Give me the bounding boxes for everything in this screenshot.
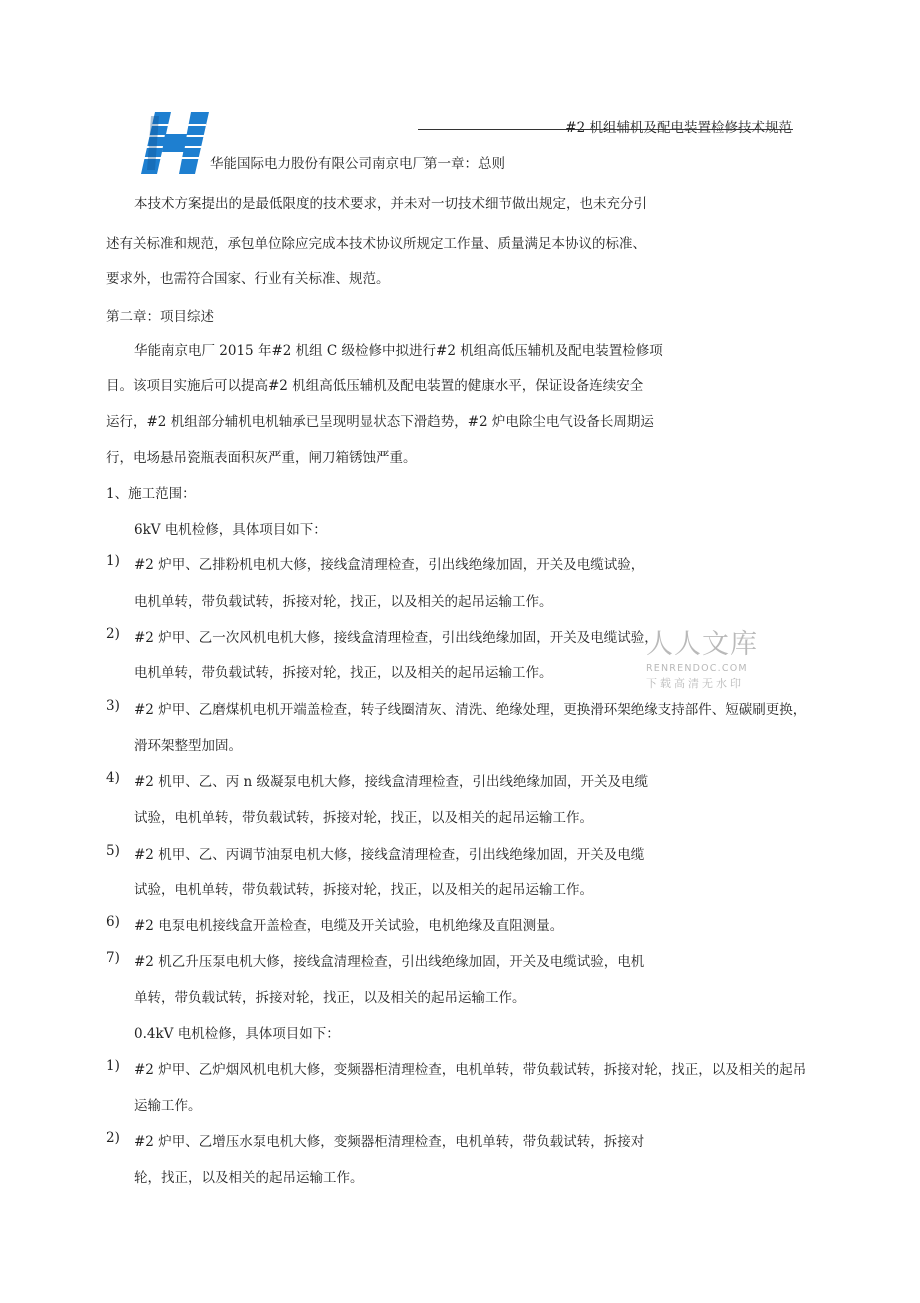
hv-item-5-num: 5): [106, 843, 120, 859]
hv-item-4-line-2: 试验，电机单转，带负载试转，拆接对轮，找正，以及相关的起吊运输工作。: [134, 810, 593, 826]
hv-item-4-num: 4): [106, 770, 120, 786]
hv-item-6-num: 6): [106, 914, 120, 930]
watermark-url: RENRENDOC.COM: [646, 663, 748, 674]
lv-heading: 0.4kV 电机检修，具体项目如下：: [134, 1026, 340, 1042]
hv-item-5-line-1: #2 机甲、乙、丙调节油泵电机大修，接线盒清理检查，引出线绝缘加固，开关及电缆: [134, 847, 645, 863]
overview-line-3: 运行，#2 机组部分辅机电机轴承已呈现明显状态下滑趋势，#2 炉电除尘电气设备长周期运: [106, 414, 654, 430]
hv-item-3-line-2: 滑环架整型加固。: [134, 738, 242, 754]
lv-item-1-line-1: #2 炉甲、乙炉烟风机电机大修，变频器柜清理检查，电机单转，带负载试转，拆接对轮，找正，以及相关的起吊: [134, 1062, 807, 1078]
lv-item-2-num: 2): [106, 1130, 120, 1146]
watermark-title: 人人文库: [646, 629, 758, 660]
lv-item-2-line-2: 轮，找正，以及相关的起吊运输工作。: [134, 1170, 364, 1186]
hv-item-7-line-1: #2 机乙升压泵电机大修，接线盒清理检查，引出线绝缘加固，开关及电缆试验，电机: [134, 954, 645, 970]
hv-item-6-line-1: #2 电泵电机接线盒开盖检查，电缆及开关试验，电机绝缘及直阻测量。: [134, 918, 564, 934]
company-logo: [141, 112, 211, 174]
header-title: #2 机组辅机及配电装置检修技术规范: [565, 120, 792, 136]
chapter-2-title: 第二章：项目综述: [106, 309, 214, 325]
hv-item-4-line-1: #2 机甲、乙、丙 n 级凝泵电机大修，接线盒清理检查，引出线绝缘加固，开关及电缆: [134, 774, 648, 790]
lv-item-1-num: 1): [106, 1058, 120, 1074]
header-rule: [418, 129, 793, 130]
company-name: 华能国际电力股份有限公司南京电厂: [210, 156, 426, 172]
hv-item-2-line-1: #2 炉甲、乙一次风机电机大修，接线盒清理检查，引出线绝缘加固，开关及电缆试验，: [134, 630, 658, 646]
intro-line-1: 本技术方案提出的是最低限度的技术要求，并未对一切技术细节做出规定，也未充分引: [134, 196, 647, 212]
intro-line-3: 要求外，也需符合国家、行业有关标准、规范。: [106, 271, 390, 287]
hv-item-1-line-2: 电机单转，带负载试转，拆接对轮，找正，以及相关的起吊运输工作。: [134, 594, 553, 610]
hv-heading: 6kV 电机检修，具体项目如下：: [134, 522, 327, 538]
hv-item-2-num: 2): [106, 626, 120, 642]
overview-line-1: 华能南京电厂 2015 年#2 机组 C 级检修中拟进行#2 机组高低压辅机及配电装置检修项: [134, 343, 663, 359]
hv-item-1-line-1: #2 炉甲、乙排粉机电机大修，接线盒清理检查，引出线绝缘加固，开关及电缆试验，: [134, 557, 645, 573]
hv-item-7-line-2: 单转，带负载试转，拆接对轮，找正，以及相关的起吊运输工作。: [134, 990, 526, 1006]
watermark-subtitle: 下载高清无水印: [646, 677, 744, 690]
lv-item-1-line-2: 运输工作。: [134, 1098, 202, 1114]
hv-item-3-num: 3): [106, 698, 120, 714]
chapter-1-title: 第一章：总则: [424, 156, 505, 172]
hv-item-3-line-1: #2 炉甲、乙磨煤机电机开端盖检查，转子线圈清灰、清洗、绝缘处理，更换滑环架绝缘支持部件、短碳刷更换，: [134, 702, 807, 718]
overview-line-2: 目。该项目实施后可以提高#2 机组高低压辅机及配电装置的健康水平，保证设备连续安全: [106, 378, 644, 394]
lv-item-2-line-1: #2 炉甲、乙增压水泵电机大修，变频器柜清理检查，电机单转，带负载试转，拆接对: [134, 1134, 645, 1150]
section-1-title: 1、施工范围：: [106, 486, 196, 502]
hv-item-1-num: 1): [106, 553, 120, 569]
overview-line-4: 行，电场悬吊瓷瓶表面积灰严重，闸刀箱锈蚀严重。: [106, 450, 417, 466]
watermark: [646, 622, 776, 691]
hv-item-5-line-2: 试验，电机单转，带负载试转，拆接对轮，找正，以及相关的起吊运输工作。: [134, 882, 593, 898]
hv-item-2-line-2: 电机单转，带负载试转，拆接对轮，找正，以及相关的起吊运输工作。: [134, 665, 553, 681]
intro-line-2: 述有关标准和规范，承包单位除应完成本技术协议所规定工作量、质量满足本协议的标准、: [106, 236, 646, 252]
hv-item-7-num: 7): [106, 950, 120, 966]
